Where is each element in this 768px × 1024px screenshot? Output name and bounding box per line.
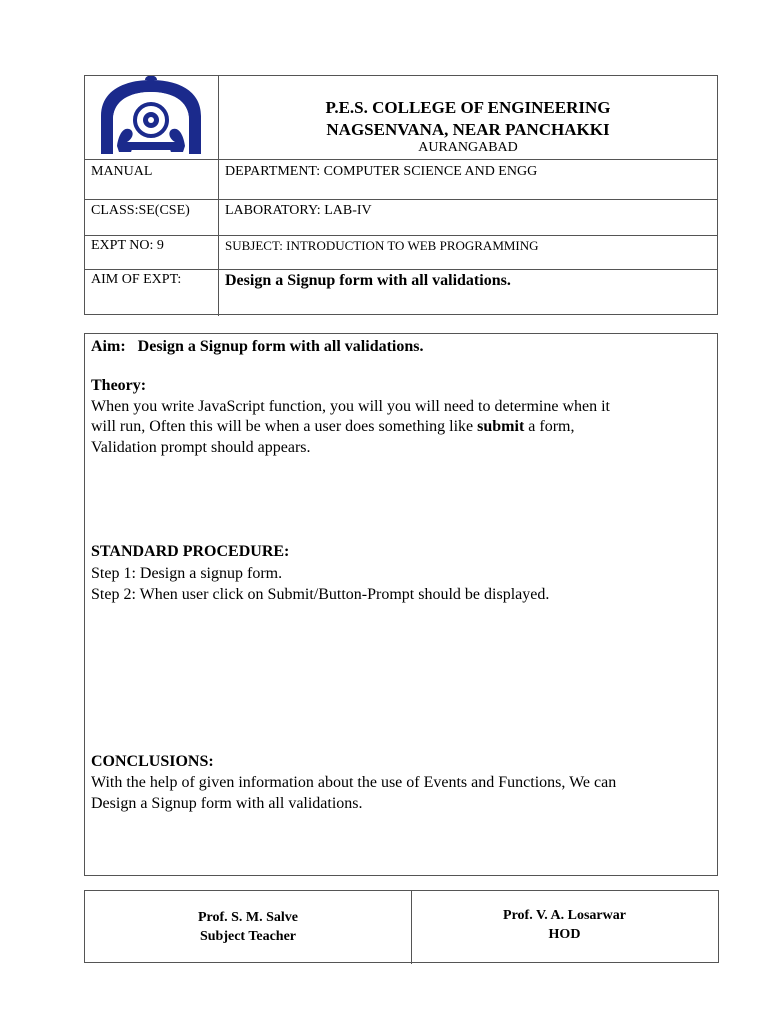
- hod-role: HOD: [548, 927, 581, 942]
- expt-no-label: EXPT NO: 9: [91, 238, 164, 253]
- aim-line: [91, 337, 711, 358]
- header-table: [84, 75, 718, 315]
- header-divider: [85, 269, 717, 270]
- header-divider: [218, 76, 219, 316]
- procedure-heading: STANDARD PROCEDURE:: [91, 543, 290, 560]
- subject-teacher-signature: [85, 908, 411, 946]
- signature-table: [84, 890, 719, 963]
- theory-line: Validation prompt should appears.: [91, 439, 311, 456]
- experiment-body: [84, 333, 718, 876]
- subject-label: SUBJECT: INTRODUCTION TO WEB PROGRAMMING: [225, 238, 539, 253]
- aim-label: Aim:: [91, 338, 126, 355]
- theory-text: a form,: [524, 418, 575, 435]
- aim-text: Design a Signup form with all validations.: [137, 338, 424, 355]
- header-divider: [85, 159, 717, 160]
- theory-line: When you write JavaScript function, you will you will need to determine when it: [91, 398, 610, 415]
- college-address: NAGSENVANA, NEAR PANCHAKKI: [326, 120, 610, 139]
- header-divider: [85, 235, 717, 236]
- theory-text: will run, Often this will be when a user does something like: [91, 418, 478, 435]
- hod-signature: [411, 906, 718, 944]
- conclusion-line: With the help of given information about the use of Events and Functions, We can: [91, 774, 617, 791]
- laboratory-label: LABORATORY: LAB-IV: [225, 203, 372, 218]
- college-logo: [95, 76, 207, 156]
- header-divider: [85, 199, 717, 200]
- college-emblem-icon: [95, 76, 207, 156]
- aim-of-expt-value: Design a Signup form with all validations.: [225, 272, 511, 289]
- aim-of-expt-label: AIM OF EXPT:: [91, 272, 182, 287]
- subject-teacher-role: Subject Teacher: [199, 929, 297, 944]
- conclusion-line: Design a Signup form with all validations.: [91, 795, 363, 812]
- college-city: AURANGABAD: [418, 140, 518, 155]
- procedure-step: Step 1: Design a signup form.: [91, 565, 283, 582]
- hod-name: Prof. V. A. Losarwar: [503, 908, 626, 923]
- class-label: CLASS:SE(CSE): [91, 203, 190, 218]
- manual-label: MANUAL: [91, 164, 153, 179]
- theory-line: [91, 417, 711, 438]
- college-name: P.E.S. COLLEGE OF ENGINEERING: [325, 98, 611, 117]
- subject-teacher-name: Prof. S. M. Salve: [197, 910, 299, 925]
- department-label: DEPARTMENT: COMPUTER SCIENCE AND ENGG: [225, 164, 538, 179]
- theory-submit-word: submit: [477, 418, 525, 435]
- conclusions-heading: CONCLUSIONS:: [91, 753, 214, 770]
- procedure-step: Step 2: When user click on Submit/Button-Prompt should be displayed.: [91, 586, 550, 603]
- theory-heading: Theory:: [91, 377, 147, 394]
